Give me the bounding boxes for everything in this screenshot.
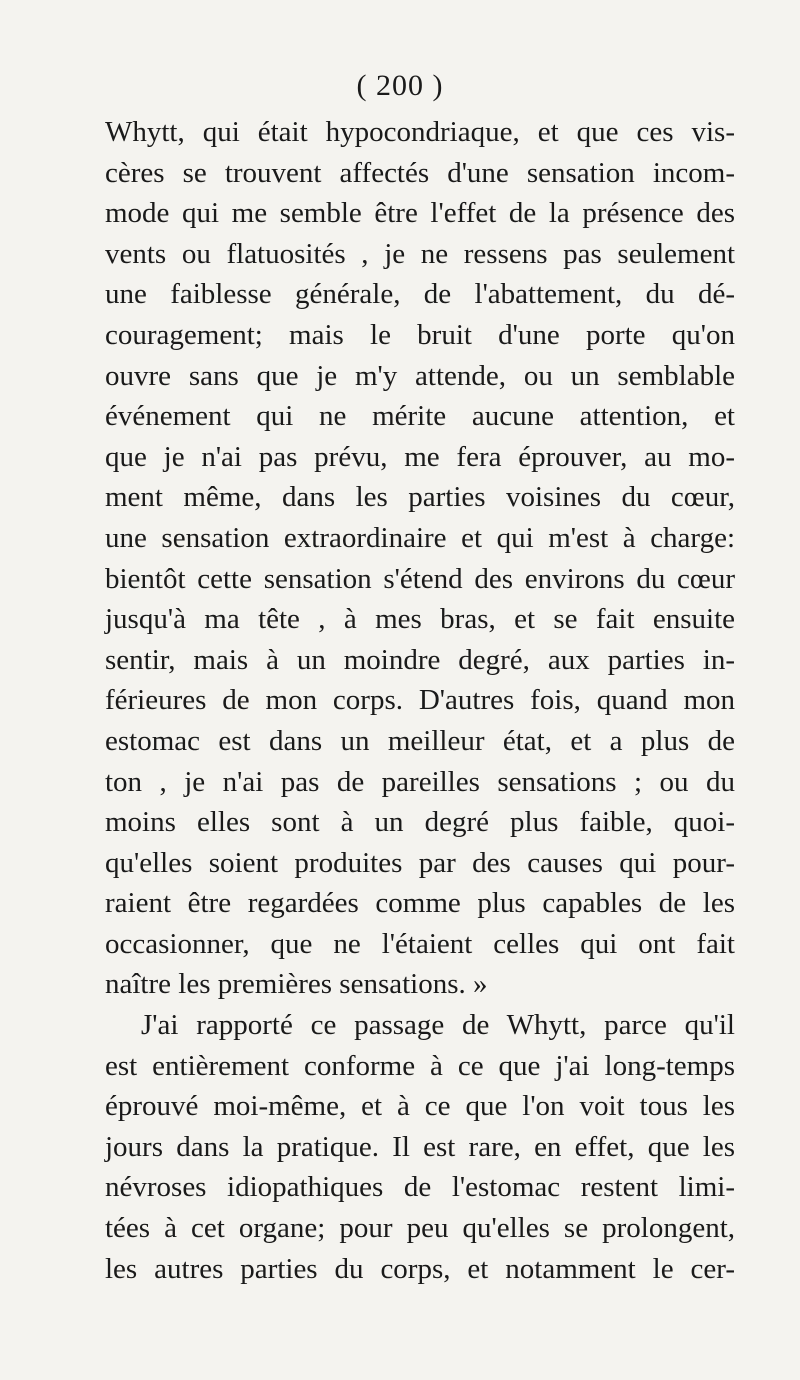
text-line: est entièrement conforme à ce que j'ai long-temps xyxy=(105,1049,735,1082)
text-line: ouvre sans que je m'y attende, ou un semblable xyxy=(105,359,735,392)
body-text xyxy=(105,112,735,1289)
text-line: une sensation extraordinaire et qui m'est à charge: xyxy=(105,521,735,554)
text-line: jusqu'à ma tête , à mes bras, et se fait ensuite xyxy=(105,603,735,636)
text-line: vents ou flatuosités , je ne ressens pas seulement xyxy=(105,237,735,270)
text-line: Whytt, qui était hypocondriaque, et que ces vis- xyxy=(105,116,735,148)
text-line: J'ai rapporté ce passage de Whytt, parce qu'il xyxy=(141,1009,735,1042)
text-line: naître les premières sensations. » xyxy=(105,968,488,1001)
text-line: les autres parties du corps, et notamment le cer- xyxy=(105,1252,735,1285)
text-line: tées à cet organe; pour peu qu'elles se prolongent, xyxy=(105,1212,735,1245)
text-line: estomac est dans un meilleur état, et a plus de xyxy=(105,724,735,757)
text-line: ton , je n'ai pas de pareilles sensations ; ou du xyxy=(105,765,735,798)
text-line: mode qui me semble être l'effet de la présence des xyxy=(105,197,735,230)
text-line: moins elles sont à un degré plus faible, quoi- xyxy=(105,806,735,839)
text-line: couragement; mais le bruit d'une porte qu'on xyxy=(105,318,735,351)
page-number: ( 200 ) xyxy=(356,69,444,102)
text-line: cères se trouvent affectés d'une sensation incom- xyxy=(105,156,735,189)
text-line: bientôt cette sensation s'étend des environs du cœur xyxy=(105,562,735,595)
text-line: qu'elles soient produites par des causes qui pour- xyxy=(105,846,735,879)
text-line: que je n'ai pas prévu, me fera éprouver, au mo- xyxy=(105,440,735,473)
text-line: névroses idiopathiques de l'estomac restent limi- xyxy=(105,1171,735,1204)
text-line: raient être regardées comme plus capables de les xyxy=(105,887,735,920)
text-line: événement qui ne mérite aucune attention, et xyxy=(105,400,735,433)
text-line: ment même, dans les parties voisines du cœur, xyxy=(105,481,735,514)
text-line: jours dans la pratique. Il est rare, en effet, que les xyxy=(105,1130,735,1163)
text-line: occasionner, que ne l'étaient celles qui ont fait xyxy=(105,927,735,960)
text-line: une faiblesse générale, de l'abattement, du dé- xyxy=(105,278,735,311)
text-line: férieures de mon corps. D'autres fois, quand mon xyxy=(105,684,735,717)
text-line: éprouvé moi-même, et à ce que l'on voit tous les xyxy=(105,1090,735,1123)
text-line: sentir, mais à un moindre degré, aux parties in- xyxy=(105,643,735,676)
